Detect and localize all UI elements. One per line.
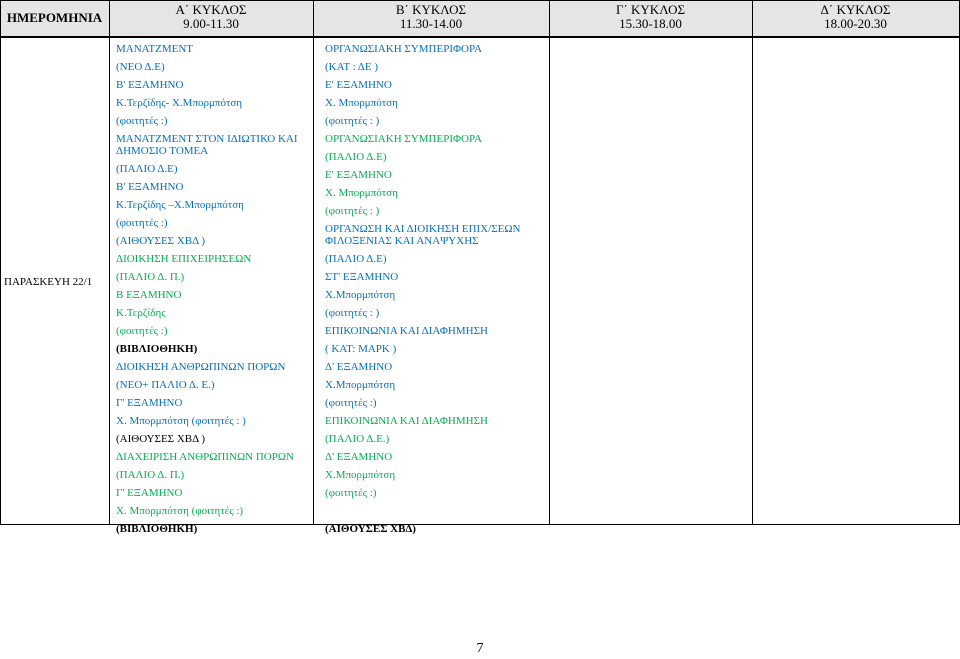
curriculum: (ΠΑΛΙΟ Δ.Ε) [325, 253, 387, 265]
instructor: Κ.Τερζίδης –Χ.Μπορμπότση [116, 199, 244, 211]
students: (φοιτητές : ) [325, 115, 380, 127]
curriculum: (ΠΑΛΙΟ Δ.Ε) [116, 163, 178, 175]
instructor: Κ.Τερζίδης- Χ.Μπορμπότση [116, 97, 243, 109]
students: (φοιτητές : ) [325, 205, 380, 217]
curriculum: (ΠΑΛΙΟ Δ.Ε) [325, 151, 387, 163]
semester: Ε' ΕΞΑΜΗΝΟ [325, 169, 392, 181]
course-title: ΔΙΑΧΕΙΡΙΣΗ ΑΝΘΡΩΠΙΝΩΝ ΠΟΡΩΝ [116, 451, 294, 463]
semester: ΣΤ' ΕΞΑΜΗΝΟ [325, 271, 399, 283]
room: (ΒΙΒΛΙΟΘΗΚΗ) [116, 523, 198, 535]
semester: Ε' ΕΞΑΜΗΝΟ [325, 79, 392, 91]
room: (ΑΙΘΟΥΣΕΣ ΧΒΔ) [325, 523, 416, 535]
course-title: ΔΙΟΙΚΗΣΗ ΑΝΘΡΩΠΙΝΩΝ ΠΟΡΩΝ [116, 361, 286, 373]
curriculum: ( ΚΑΤ: ΜΑΡΚ ) [325, 343, 397, 355]
course-title: ΜΑΝΑΤΖΜΕΝΤ [116, 43, 194, 55]
curriculum: (ΠΑΛΙΟ Δ.Ε.) [325, 433, 390, 445]
header-cycle-c-name: Γ΄ ΚΥΚΛΟΣ [615, 2, 686, 17]
header-cycle-a-time: 9.00-11.30 [183, 16, 239, 31]
course-title: ΟΡΓΑΝΩΣΙΑΚΗ ΣΥΜΠΕΡΙΦΟΡΑ [325, 43, 483, 55]
instructor: Κ.Τερζίδης [116, 307, 166, 319]
semester: Γ' ΕΞΑΜΗΝΟ [116, 487, 183, 499]
header-day: ΗΜΕΡΟΜΗΝΙΑ [6, 10, 103, 25]
header-bottom-border [0, 36, 960, 38]
col-border-3 [549, 0, 550, 525]
header-cycle-d-name: Δ΄ ΚΥΚΛΟΣ [820, 2, 891, 17]
page-number: 7 [476, 641, 484, 656]
instructor: Χ. Μπορμπότση [325, 97, 398, 109]
course-title: ΕΠΙΚΟΙΝΩΝΙΑ ΚΑΙ ΔΙΑΦΗΜΗΣΗ [325, 415, 488, 427]
students: (φοιτητές :) [116, 325, 168, 337]
header-cycle-a-name: Α΄ ΚΥΚΛΟΣ [175, 2, 247, 17]
header-cycle-b [313, 3, 549, 31]
instructor-students: Χ. Μπορμπότση (φοιτητές :) [116, 505, 244, 517]
instructor: Χ.Μπορμπότση [325, 469, 396, 481]
col-border-0 [0, 0, 1, 525]
room: (ΑΙΘΟΥΣΕΣ ΧΒΔ ) [116, 235, 205, 247]
room: (ΑΙΘΟΥΣΕΣ ΧΒΔ ) [116, 433, 205, 445]
semester: Γ' ΕΞΑΜΗΝΟ [116, 397, 183, 409]
course-title: ΟΡΓΑΝΩΣΙΑΚΗ ΣΥΜΠΕΡΙΦΟΡΑ [325, 133, 483, 145]
course-title: ΜΑΝΑΤΖΜΕΝΤ ΣΤΟΝ ΙΔΙΩΤΙΚΟ ΚΑΙ ΔΗΜΟΣΙΟ ΤΟΜΕΑ [116, 133, 298, 157]
header-cycle-b-time: 11.30-14.00 [399, 16, 463, 31]
semester: Δ' ΕΞΑΜΗΝΟ [325, 361, 393, 373]
table-top-border [0, 0, 960, 1]
col-border-1 [109, 0, 110, 525]
room: (ΒΙΒΛΙΟΘΗΚΗ) [116, 343, 198, 355]
curriculum: (ΚΑΤ : ΔΕ ) [325, 61, 379, 73]
curriculum: (ΝΕΟ Δ.Ε) [116, 61, 165, 73]
course-title: ΔΙΟΙΚΗΣΗ ΕΠΙΧΕΙΡΗΣΕΩΝ [116, 253, 252, 265]
semester: Δ' ΕΞΑΜΗΝΟ [325, 451, 393, 463]
header-cycle-b-name: Β΄ ΚΥΚΛΟΣ [395, 2, 467, 17]
spacer [325, 502, 547, 520]
course-title: ΟΡΓΑΝΩΣΗ ΚΑΙ ΔΙΟΙΚΗΣΗ ΕΠΙΧ/ΣΕΩΝ ΦΙΛΟΞΕΝΙΑΣ ΚΑΙ ΑΝΑΨΥΧΗΣ [325, 223, 521, 247]
semester: Β' ΕΞΑΜΗΝΟ [116, 181, 184, 193]
cycle-a-cell [116, 40, 310, 538]
semester: Β' ΕΞΑΜΗΝΟ [116, 79, 184, 91]
curriculum: (ΝΕΟ+ ΠΑΛΙΟ Δ. Ε.) [116, 379, 215, 391]
students: (φοιτητές :) [116, 115, 168, 127]
semester: Β ΕΞΑΜΗΝΟ [116, 289, 182, 301]
students: (φοιτητές :) [116, 217, 168, 229]
instructor: Χ.Μπορμπότση [325, 289, 396, 301]
header-cycle-a [109, 3, 313, 31]
students: (φοιτητές :) [325, 487, 377, 499]
day-label: ΠΑΡΑΣΚΕΥΗ 22/1 [4, 276, 93, 288]
students: (φοιτητές : ) [325, 307, 380, 319]
header-cycle-c-time: 15.30-18.00 [619, 16, 682, 31]
instructor: Χ.Μπορμπότση [325, 379, 396, 391]
instructor: Χ. Μπορμπότση [325, 187, 398, 199]
students: (φοιτητές :) [325, 397, 377, 409]
instructor-students: Χ. Μπορμπότση (φοιτητές : ) [116, 415, 246, 427]
header-cycle-d [752, 3, 959, 31]
curriculum: (ΠΑΛΙΟ Δ. Π.) [116, 271, 185, 283]
header-cycle-c [549, 3, 752, 31]
curriculum: (ΠΑΛΙΟ Δ. Π.) [116, 469, 185, 481]
cycle-b-cell [325, 40, 547, 538]
col-border-4 [752, 0, 753, 525]
header-cycle-d-time: 18.00-20.30 [824, 16, 887, 31]
col-border-2 [313, 0, 314, 525]
course-title: ΕΠΙΚΟΙΝΩΝΙΑ ΚΑΙ ΔΙΑΦΗΜΗΣΗ [325, 325, 488, 337]
